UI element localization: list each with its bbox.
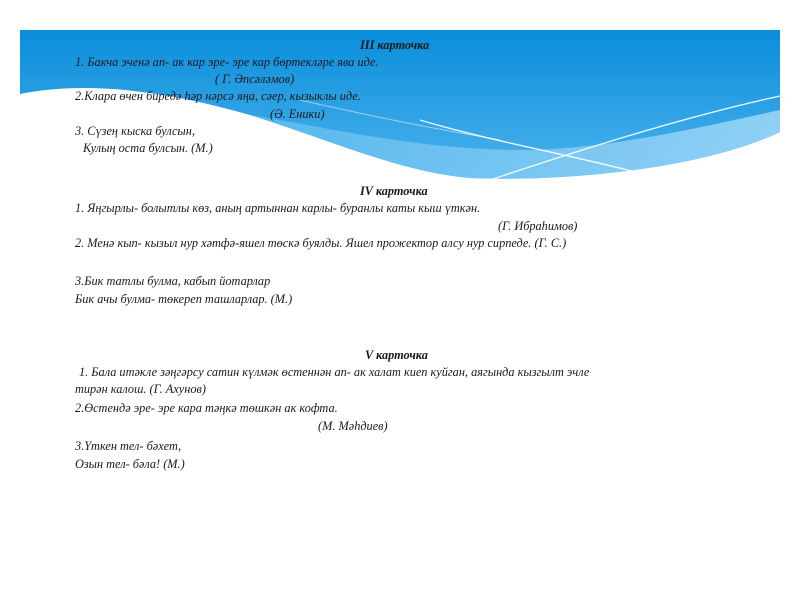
card-title: V карточка bbox=[365, 348, 428, 362]
card-line: 3. Сүзең кыска булсын, bbox=[75, 124, 195, 138]
card-line: тирән калош. (Г. Ахунов) bbox=[75, 382, 206, 396]
card-line: Кулың оста булсын. (М.) bbox=[83, 141, 213, 155]
card-line: 1. Яңгырлы- болытлы көз, аның артыннан карлы- буранлы каты кыш үткән. bbox=[75, 201, 481, 215]
card-attribution: (Ә. Еники) bbox=[270, 107, 325, 121]
card-line: 2.Клара өчен биредә һәр нәрсә яңа, сәер, кызыклы иде. bbox=[75, 89, 361, 103]
card-attribution: (Г. Ибраһимов) bbox=[498, 219, 578, 233]
card-attribution: (М. Мәһдиев) bbox=[318, 419, 388, 433]
card-line: Бик ачы булма- төкереп ташларлар. (М.) bbox=[75, 292, 293, 306]
card-line: 1. Бакча эченә ап- ак кар эре- эре кар бөртекләре ява иде. bbox=[75, 55, 379, 69]
card-title: IV карточка bbox=[360, 184, 428, 198]
card-title: III карточка bbox=[360, 38, 430, 52]
card-line: 1. Бала итәкле зәңгәрсу сатин күлмәк өстеннән ап- ак халат киеп куйган, аягында кызгылт эчле bbox=[79, 365, 590, 379]
card-line: Озын тел- бәла! (М.) bbox=[75, 457, 185, 471]
card-attribution: ( Г. Әпсәләмов) bbox=[215, 72, 295, 86]
card-line: 2.Өстендә эре- эре кара тәңкә төшкән ак кофта. bbox=[75, 401, 338, 415]
card-line: 3.Үткен тел- бәхет, bbox=[75, 439, 182, 453]
card-line: 3.Бик татлы булма, кабып йотарлар bbox=[75, 274, 271, 288]
card-line: 2. Менә кып- кызыл нур хәтфә-яшел төскә буялды. Яшел прожектор алсу нур сирпеде. (Г. С.) bbox=[75, 236, 567, 250]
